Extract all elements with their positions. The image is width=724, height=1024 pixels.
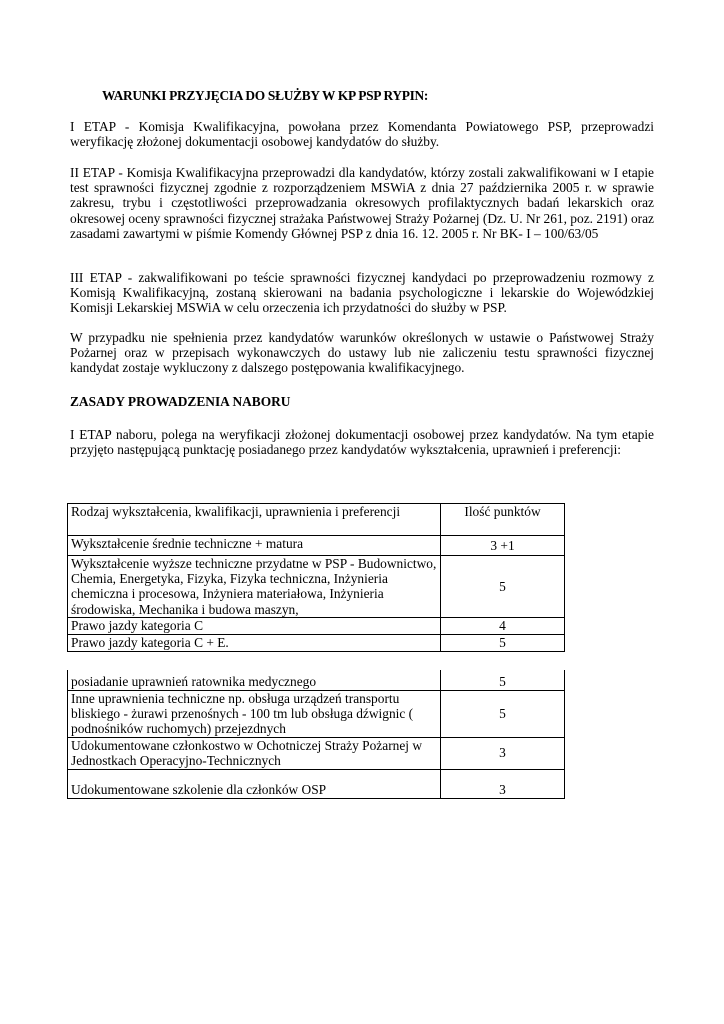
paragraph-intro: I ETAP naboru, polega na weryfikacji złożonej dokumentacji osobowej przez kandydatów. Na tym etapie przyjęto następującą punktację posiadanego przez kandydatów wykształcenia, uprawnień i preferencji: bbox=[70, 427, 654, 458]
table-cell: posiadanie uprawnień ratownika medycznego bbox=[68, 670, 441, 690]
paragraph-etap-3: III ETAP - zakwalifikowani po teście sprawności fizycznej kandydaci po przeprowadzeniu rozmowy z Komisją Kwalifikacyjną, zostaną skierowani na badania psychologiczne i lekarskie do Wojewódzkiej Komisji Lekarskiej MSWiA w celu orzeczenia ich przydatności do służby w PSP. bbox=[70, 270, 654, 316]
table-row bbox=[68, 556, 565, 618]
table-cell: 4 bbox=[441, 617, 565, 634]
table-cell: Prawo jazdy kategoria C + E. bbox=[68, 634, 441, 651]
table-row bbox=[68, 536, 565, 556]
table-cell: Udokumentowane szkolenie dla członków OSP bbox=[68, 769, 441, 798]
table-header-row bbox=[68, 504, 565, 536]
table-cell: 5 bbox=[441, 556, 565, 618]
paragraph-etap-1: I ETAP - Komisja Kwalifikacyjna, powołana przez Komendanta Powiatowego PSP, przeprowadzi weryfikację złożonej dokumentacji osobowej kandydatów do służby. bbox=[70, 119, 654, 150]
table-row bbox=[68, 634, 565, 651]
table-row bbox=[68, 670, 565, 690]
table-row bbox=[68, 737, 565, 769]
points-table-top bbox=[67, 503, 565, 652]
table-cell: Wykształcenie wyższe techniczne przydatne w PSP - Budownictwo, Chemia, Energetyka, Fizyka, Fizyka techniczna, Inżynieria chemiczna i procesowa, Inżyniera materiałowa, Inżynieria środowiska, Mechanika i budowa maszyn, bbox=[68, 556, 441, 618]
table-cell: Wykształcenie średnie techniczne + matura bbox=[68, 536, 441, 556]
table-cell: 5 bbox=[441, 690, 565, 737]
table-header-cell: Ilość punktów bbox=[441, 504, 565, 536]
table-row bbox=[68, 617, 565, 634]
table-cell: Prawo jazdy kategoria C bbox=[68, 617, 441, 634]
table-cell: 3 bbox=[441, 737, 565, 769]
points-table-bottom bbox=[67, 670, 565, 799]
table-cell: 5 bbox=[441, 670, 565, 690]
table-row bbox=[68, 690, 565, 737]
paragraph-etap-2: II ETAP - Komisja Kwalifikacyjna przeprowadzi dla kandydatów, którzy zostali zakwalifikowani w I etapie test sprawności fizycznej zgodnie z rozporządzeniem MSWiA z dnia 27 października 2005 r. w sprawie zakresu, trybu i częstotliwości przeprowadzania okresowych profilaktycznych badań lekarskich oraz okresowej oceny sprawności fizycznej strażaka Państwowej Straży Pożarnej (Dz. U. Nr 261, poz. 2191) oraz zasadami zawartymi w piśmie Komendy Głównej PSP z dnia 16. 12. 2005 r. Nr BK- I – 100/63/05 bbox=[70, 165, 654, 241]
table-cell: 3 +1 bbox=[441, 536, 565, 556]
page-title: WARUNKI PRZYJĘCIA DO SŁUŻBY W KP PSP RYPIN: bbox=[102, 88, 429, 103]
table-cell: Udokumentowane członkostwo w Ochotniczej Straży Pożarnej w Jednostkach Operacyjno-Technicznych bbox=[68, 737, 441, 769]
table-cell: Inne uprawnienia techniczne np. obsługa urządzeń transportu bliskiego - żurawi przenośnych - 100 tm lub obsługa dźwignic ( podnośników ruchomych) przejezdnych bbox=[68, 690, 441, 737]
section-heading: ZASADY PROWADZENIA NABORU bbox=[70, 394, 291, 409]
table-row bbox=[68, 769, 565, 798]
table-cell: 5 bbox=[441, 634, 565, 651]
table-header-cell: Rodzaj wykształcenia, kwalifikacji, uprawnienia i preferencji bbox=[68, 504, 441, 536]
paragraph-exclusion: W przypadku nie spełnienia przez kandydatów warunków określonych w ustawie o Państwowej Straży Pożarnej oraz w przepisach wykonawczych do ustawy lub nie zaliczeniu testu sprawności fizycznej kandydat zostaje wykluczony z dalszego postępowania kwalifikacyjnego. bbox=[70, 330, 654, 376]
table-cell: 3 bbox=[441, 769, 565, 798]
